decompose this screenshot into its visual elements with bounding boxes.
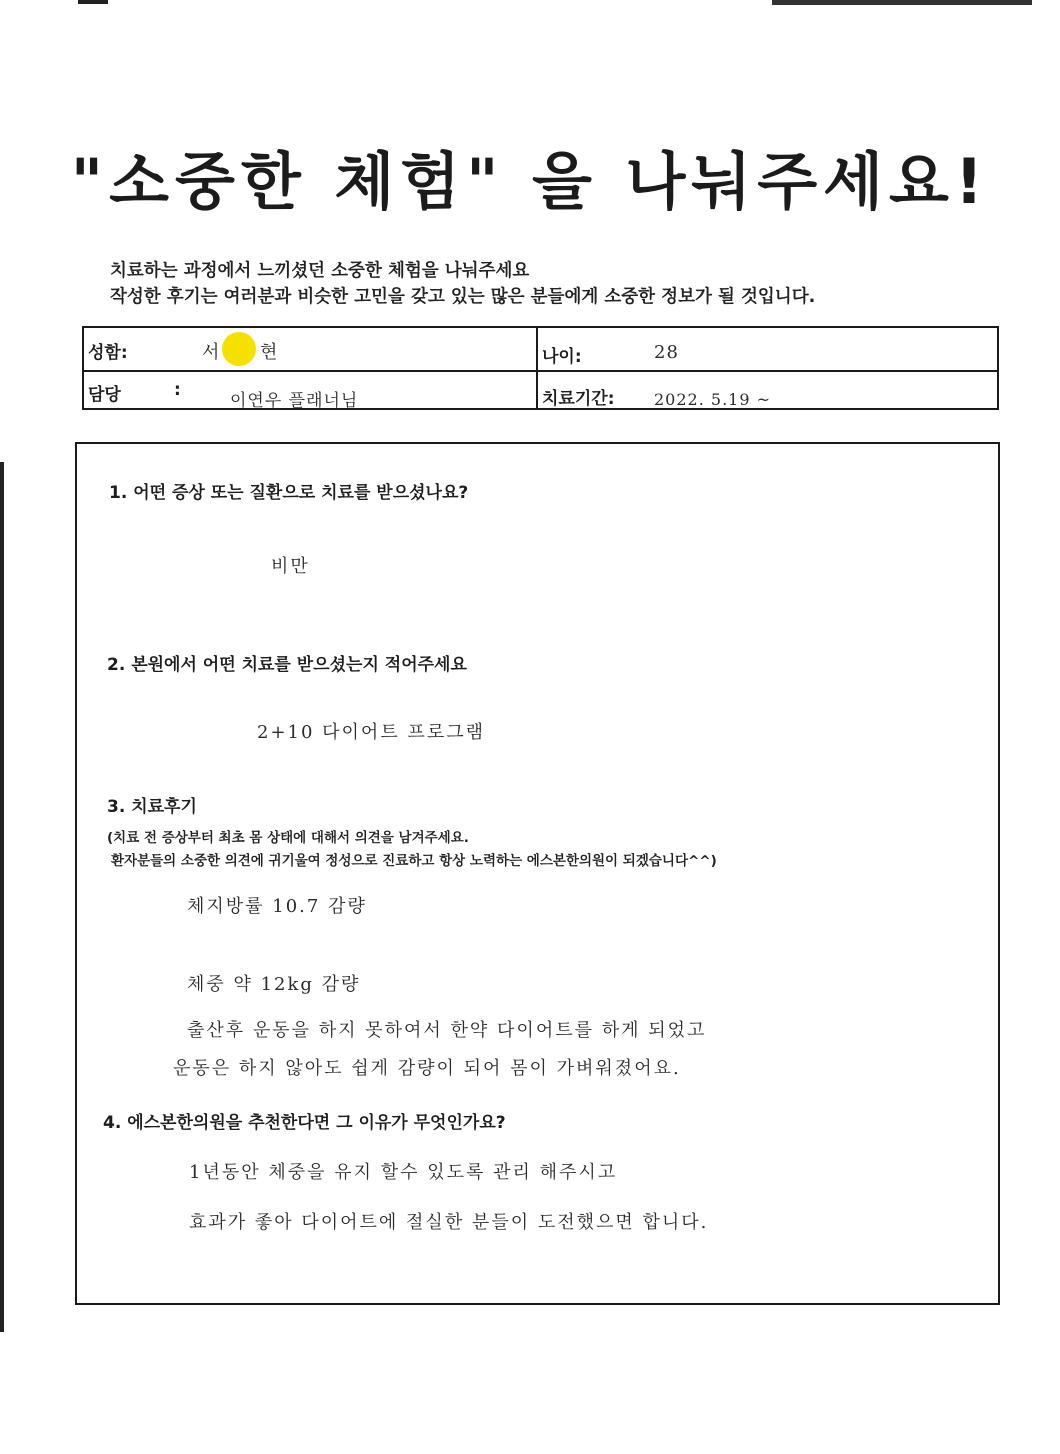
info-table <box>82 326 999 410</box>
scan-edge-left <box>0 462 4 1332</box>
intro-text <box>110 258 815 310</box>
scan-edge-top-left <box>78 0 108 4</box>
period-label: 치료기간: <box>542 389 615 409</box>
answer-3-line-1: 체지방률 10.7 감량 <box>187 896 367 917</box>
answer-1: 비만 <box>271 556 310 577</box>
intro-line-2: 작성한 후기는 여러분과 비슷한 고민을 갖고 있는 많은 분들에게 소중한 정보가 될 것입니다. <box>110 287 816 307</box>
page-title: "소중한 체험" 을 나눠주세요! <box>70 145 990 218</box>
info-table-divider-v <box>536 328 538 408</box>
question-4: 4. 에스본한의원을 추천한다면 그 이유가 무엇인가요? <box>103 1113 506 1133</box>
manager-colon: : <box>174 380 181 400</box>
name-redaction-mark <box>222 332 256 366</box>
period-value: 2022. 5.19 ~ <box>654 390 772 409</box>
age-value: 28 <box>654 342 679 363</box>
question-3: 3. 치료후기 <box>107 797 197 817</box>
question-2: 2. 본원에서 어떤 치료를 받으셨는지 적어주세요 <box>107 655 467 675</box>
name-value-last: 현 <box>260 342 279 363</box>
answer-4-line-2: 효과가 좋아 다이어트에 절실한 분들이 도전했으면 합니다. <box>189 1212 709 1233</box>
scan-edge-top-right <box>772 0 1032 5</box>
question-3-note-2: 환자분들의 소중한 의견에 귀기울여 정성으로 진료하고 항상 노력하는 에스본한의원이 되겠습니다^^) <box>111 853 717 869</box>
question-3-note-1: (치료 전 증상부터 최초 몸 상태에 대해서 의견을 남겨주세요. <box>107 830 469 846</box>
qa-box <box>75 442 1000 1305</box>
info-table-divider-h <box>84 370 997 372</box>
intro-line-1: 치료하는 과정에서 느끼셨던 소중한 체험을 나눠주세요 <box>110 261 530 281</box>
answer-3-line-3: 출산후 운동을 하지 못하여서 한약 다이어트를 하게 되었고 <box>187 1020 707 1041</box>
answer-4-line-1: 1년동안 체중을 유지 할수 있도록 관리 해주시고 <box>189 1162 618 1183</box>
age-label: 나이: <box>542 347 582 367</box>
name-value-first: 서 <box>202 342 221 363</box>
answer-3-line-4: 운동은 하지 않아도 쉽게 감량이 되어 몸이 가벼워졌어요. <box>173 1058 681 1079</box>
answer-2: 2+10 다이어트 프로그램 <box>257 722 485 743</box>
name-label: 성함: <box>88 343 128 363</box>
manager-label: 담당 <box>88 385 121 405</box>
answer-3-line-2: 체중 약 12kg 감량 <box>187 974 361 995</box>
manager-value: 이연우 플래너님 <box>230 391 359 411</box>
question-1: 1. 어떤 증상 또는 질환으로 치료를 받으셨나요? <box>109 483 469 503</box>
